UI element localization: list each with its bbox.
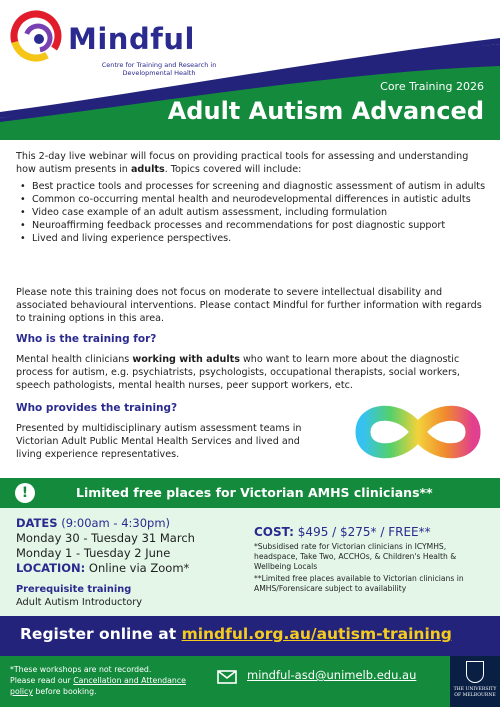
brand-subtitle: Centre for Training and Research in Developmental Health — [101, 61, 217, 77]
list-item: • Neuroaffirming feedback processes and recommendations for post diagnostic support — [16, 219, 486, 232]
header — [0, 0, 500, 140]
intro-text: This 2-day live webinar will focus on providing practical tools for assessing and understanding how autism presents in — [16, 151, 469, 175]
cancellation-policy-link[interactable]: Cancellation and Attendance policy — [10, 676, 186, 696]
program-kicker: Core Training 2026 — [380, 80, 484, 93]
prereq-value: Adult Autism Introductory — [16, 597, 143, 608]
who-text: Mental health clinicians — [16, 354, 133, 365]
location-label: LOCATION: — [16, 561, 86, 575]
list-item: • Lived and living experience perspectives. — [16, 232, 486, 245]
who-text-end: who want to learn more about the diagnostic process for autism, e.g. psychiatrists, psychologists, occupational therapists, social workers, speech pathologists, mental health nurses, peer support workers, etc. — [16, 354, 460, 391]
provides-paragraph: Presented by multidisciplinary autism assessment teams in Victorian Adult Public Mental Health Services and lived and living experience representatives. — [16, 423, 302, 460]
list-item: • Common co-occurring mental health and neurodevelopmental differences in autistic adults — [16, 193, 486, 206]
alert-icon: ! — [15, 483, 35, 503]
who-heading: Who is the training for? — [16, 333, 157, 345]
who-emphasis: working with adults — [132, 354, 240, 365]
crest-icon — [466, 661, 484, 683]
provides-heading: Who provides the training? — [16, 402, 178, 414]
policy-note-end: before booking. — [32, 687, 97, 696]
intro-paragraph — [16, 150, 486, 176]
register-text — [20, 625, 452, 643]
dates-label — [16, 516, 170, 530]
intro-emphasis: adults — [130, 164, 165, 175]
date-line: Monday 30 - Tuesday 31 March — [16, 531, 195, 545]
scope-note: Please note this training does not focus on moderate to severe intellectual disability and associated behavioural interventions. Please contact Mindful for further information with regards to training options in this area. — [16, 287, 482, 324]
footer-notes — [10, 664, 210, 697]
cost-note: *Subsidised rate for Victorian clinicians in ICYMHS, headspace, Take Two, ACCHOs, & Children's Health & Wellbeing Locals — [254, 542, 457, 571]
rainbow-infinity-icon — [348, 392, 488, 472]
cost — [254, 525, 431, 539]
who-paragraph — [16, 353, 486, 392]
location — [16, 561, 189, 575]
prereq-heading: Prerequisite training — [16, 584, 132, 595]
university-name: THE UNIVERSITY OF MELBOURNE — [453, 687, 497, 698]
register-prefix: Register online at — [20, 625, 182, 643]
page-title: Adult Autism Advanced — [167, 97, 484, 125]
cost-value: $495 / $275* / FREE** — [293, 525, 431, 539]
mail-icon — [217, 670, 237, 684]
course-details — [0, 508, 500, 616]
topics-list — [16, 180, 486, 245]
email-link[interactable]: mindful-asd@unimelb.edu.au — [247, 668, 417, 682]
register-bar — [0, 616, 500, 656]
banner-text: Limited free places for Victorian AMHS clinicians** — [76, 485, 433, 500]
mindful-logo-icon — [8, 8, 64, 64]
register-link[interactable]: mindful.org.au/autism-training — [181, 625, 452, 643]
dates-title: DATES — [16, 516, 58, 530]
policy-note — [10, 675, 210, 697]
policy-note-text: Please read our — [10, 676, 74, 685]
free-places-banner — [0, 478, 500, 508]
cost-note: **Limited free places available to Victorian clinicians in AMHS/Forensicare subject to availability — [254, 574, 464, 593]
date-line: Monday 1 - Tuesday 2 June — [16, 546, 171, 560]
intro-text-end: . Topics covered will include: — [164, 164, 302, 175]
location-value: Online via Zoom* — [85, 561, 190, 575]
brand-name: Mindful — [68, 22, 195, 56]
list-item: • Video case example of an adult autism assessment, including formulation — [16, 206, 486, 219]
recording-note: *These workshops are not recorded. — [10, 665, 152, 674]
cost-label: COST: — [254, 525, 294, 539]
university-logo — [450, 656, 500, 707]
list-item: • Best practice tools and processes for screening and diagnostic assessment of autism in adults — [16, 180, 486, 193]
footer — [0, 656, 500, 707]
dates-time: (9:00am - 4:30pm) — [57, 516, 171, 530]
